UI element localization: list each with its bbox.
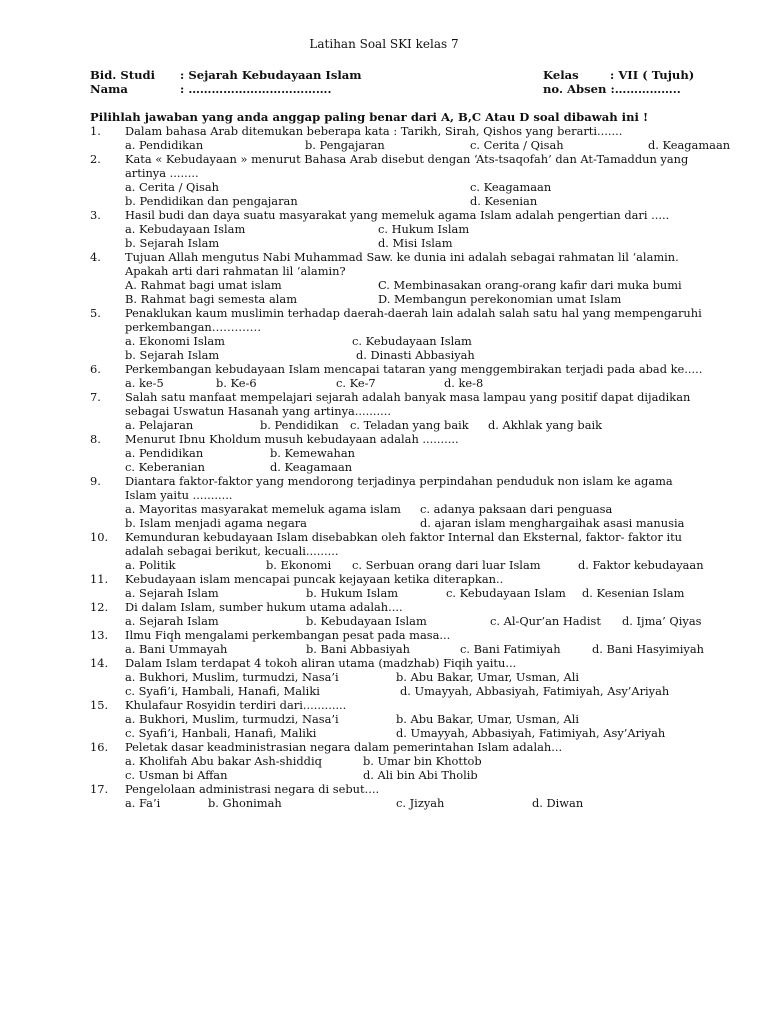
option-d: d. Keagamaan: [648, 138, 731, 152]
option-d: d. Umayyah, Abbasiyah, Fatimiyah, Asy’Ariyah: [396, 726, 666, 740]
option-b: b. Ekonomi: [266, 558, 332, 572]
option-d: d. Kesenian Islam: [582, 586, 685, 600]
option-d: d. ajaran islam menghargaihak asasi manusia: [420, 516, 685, 530]
option-a: a. Mayoritas masyarakat memeluk agama islam: [125, 502, 401, 516]
bidstudi-value: : Sejarah Kebudayaan Islam: [180, 68, 362, 82]
question-stem: Peletak dasar keadministrasian negara dalam pemerintahan Islam adalah...: [125, 740, 563, 754]
option-d: d. Faktor kebudayaan: [578, 558, 704, 572]
option-b: b. Hukum Islam: [306, 586, 399, 600]
instruction-text: Pilihlah jawaban yang anda anggap paling benar dari A, B,C Atau D soal dibawah ini !: [90, 110, 649, 124]
option-a: a. Kebudayaan Islam: [125, 222, 246, 236]
option-c: c. Ke-7: [336, 376, 376, 390]
option-a: a. ke-5: [125, 376, 164, 390]
nama-label: Nama: [90, 82, 128, 96]
question-number: 5.: [90, 306, 101, 320]
option-c: c. Keberanian: [125, 460, 205, 474]
option-c: c. Hukum Islam: [378, 222, 470, 236]
nama-value: : ……………………………….: [180, 82, 332, 96]
question-number: 11.: [90, 572, 109, 586]
question-number: 4.: [90, 250, 101, 264]
option-b: b. Islam menjadi agama negara: [125, 516, 307, 530]
option-a: a. Cerita / Qisah: [125, 180, 219, 194]
page-title: Latihan Soal SKI kelas 7: [309, 37, 459, 51]
option-a: a. Pendidikan: [125, 138, 204, 152]
question-stem: Kemunduran kebudayaan Islam disebabkan oleh faktor Internal dan Eksternal, faktor- faktor itu adalah sebagai berikut, kecuali.........: [125, 530, 683, 558]
option-a: a. Pendidikan: [125, 446, 204, 460]
option-b: b. Kebudayaan Islam: [306, 614, 427, 628]
question-stem: Khulafaur Rosyidin terdiri dari............: [125, 698, 347, 712]
question-number: 15.: [90, 698, 109, 712]
option-b: b. Abu Bakar, Umar, Usman, Ali: [396, 712, 580, 726]
question-number: 6.: [90, 362, 101, 376]
option-c: c. adanya paksaan dari penguasa: [420, 502, 613, 516]
option-d: d. Keagamaan: [270, 460, 353, 474]
option-c: c. Teladan yang baik: [350, 418, 469, 432]
question-stem: Kebudayaan islam mencapai puncak kejayaan ketika diterapkan..: [125, 572, 504, 586]
question-number: 1.: [90, 124, 101, 138]
option-b: b. Ghonimah: [208, 796, 282, 810]
question-stem: Kata « Kebudayaan » menurut Bahasa Arab disebut dengan ‘Ats-tsaqofah’ dan At-Tamaddun yang artinya ........: [125, 152, 689, 180]
kelas-label: Kelas: [543, 68, 579, 82]
option-b: b. Sejarah Islam: [125, 236, 220, 250]
option-c: c. Usman bi Affan: [125, 768, 228, 782]
option-a: A. Rahmat bagi umat islam: [125, 278, 282, 292]
question-number: 7.: [90, 390, 101, 404]
option-d: d. Umayyah, Abbasiyah, Fatimiyah, Asy’Ariyah: [400, 684, 670, 698]
option-b: b. Bani Abbasiyah: [306, 642, 410, 656]
option-b: b. Ke-6: [216, 376, 257, 390]
question-stem: Salah satu manfaat mempelajari sejarah adalah banyak masa lampau yang positif dapat dijadikan sebagai Uswatun Hasanah yang artinya..........: [125, 390, 691, 418]
option-a: a. Bani Ummayah: [125, 642, 228, 656]
kelas-value: : VII ( Tujuh): [610, 68, 695, 82]
option-c: c. Keagamaan: [470, 180, 552, 194]
option-d: d. Dinasti Abbasiyah: [356, 348, 475, 362]
question-stem: Perkembangan kebudayaan Islam mencapai tataran yang menggembirakan terjadi pada abad ke.....: [125, 362, 703, 376]
option-a: a. Ekonomi Islam: [125, 334, 225, 348]
option-d: d. Ali bin Abi Tholib: [363, 768, 478, 782]
bidstudi-label: Bid. Studi: [90, 68, 156, 82]
question-stem: Menurut Ibnu Kholdum musuh kebudayaan adalah ..........: [125, 432, 459, 446]
question-number: 16.: [90, 740, 109, 754]
question-stem: Penaklukan kaum muslimin terhadap daerah-daerah lain adalah salah satu hal yang mempengaruhi perkembangan………….: [125, 306, 702, 334]
option-d: d. Ijma’ Qiyas: [622, 614, 702, 628]
question-stem: Pengelolaan administrasi negara di sebut....: [125, 782, 380, 796]
option-b: B. Rahmat bagi semesta alam: [125, 292, 297, 306]
option-a: a. Fa’i: [125, 796, 161, 810]
option-c: c. Al-Qur’an Hadist: [490, 614, 601, 628]
question-stem: Hasil budi dan daya suatu masyarakat yang memeluk agama Islam adalah pengertian dari .....: [125, 208, 670, 222]
option-c: c. Kebudayaan Islam: [352, 334, 472, 348]
option-a: a. Pelajaran: [125, 418, 194, 432]
option-d: d. Kesenian: [470, 194, 538, 208]
option-c: c. Syafi’i, Hanbali, Hanafi, Maliki: [125, 726, 317, 740]
option-c: c. Bani Fatimiyah: [460, 642, 561, 656]
option-b: b. Pengajaran: [305, 138, 385, 152]
absen-label: no. Absen :……………..: [543, 82, 681, 96]
question-stem: Tujuan Allah mengutus Nabi Muhammad Saw. ke dunia ini adalah sebagai rahmatan lil ‘alamin. Apakah arti dari rahmatan lil ‘alamin?: [125, 250, 679, 278]
option-c: c. Syafi’i, Hambali, Hanafi, Maliki: [125, 684, 320, 698]
question-number: 17.: [90, 782, 109, 796]
question-number: 9.: [90, 474, 101, 488]
option-b: b. Sejarah Islam: [125, 348, 220, 362]
option-b: b. Pendidikan: [260, 418, 339, 432]
question-stem: Dalam bahasa Arab ditemukan beberapa kata : Tarikh, Sirah, Qishos yang berarti.......: [125, 124, 623, 138]
option-d: d. ke-8: [444, 376, 484, 390]
option-b: b. Kemewahan: [270, 446, 356, 460]
question-stem: Diantara faktor-faktor yang mendorong terjadinya perpindahan penduduk non islam ke agama Islam yaitu ...........: [125, 474, 673, 502]
option-a: a. Bukhori, Muslim, turmudzi, Nasa’i: [125, 712, 339, 726]
option-c: c. Jizyah: [396, 796, 445, 810]
option-c: C. Membinasakan orang-orang kafir dari muka bumi: [378, 278, 682, 292]
question-number: 2.: [90, 152, 101, 166]
option-b: b. Umar bin Khottob: [363, 754, 482, 768]
option-c: c. Kebudayaan Islam: [446, 586, 566, 600]
question-stem: Ilmu Fiqh mengalami perkembangan pesat pada masa...: [125, 628, 451, 642]
option-d: d. Misi Islam: [378, 236, 453, 250]
option-a: a. Politik: [125, 558, 176, 572]
option-d: D. Membangun perekonomian umat Islam: [378, 292, 622, 306]
option-a: a. Kholifah Abu bakar Ash-shiddiq: [125, 754, 322, 768]
option-a: a. Sejarah Islam: [125, 614, 219, 628]
question-number: 13.: [90, 628, 109, 642]
option-b: b. Abu Bakar, Umar, Usman, Ali: [396, 670, 580, 684]
option-b: b. Pendidikan dan pengajaran: [125, 194, 298, 208]
option-a: a. Sejarah Islam: [125, 586, 219, 600]
question-number: 12.: [90, 600, 109, 614]
question-number: 8.: [90, 432, 101, 446]
option-d: d. Diwan: [532, 796, 584, 810]
question-number: 3.: [90, 208, 101, 222]
option-c: c. Serbuan orang dari luar Islam: [352, 558, 541, 572]
question-stem: Di dalam Islam, sumber hukum utama adalah....: [125, 600, 403, 614]
option-c: c. Cerita / Qisah: [470, 138, 564, 152]
question-number: 14.: [90, 656, 109, 670]
option-d: d. Bani Hasyimiyah: [592, 642, 704, 656]
option-a: a. Bukhori, Muslim, turmudzi, Nasa’i: [125, 670, 339, 684]
question-stem: Dalam Islam terdapat 4 tokoh aliran utama (madzhab) Fiqih yaitu...: [125, 656, 517, 670]
question-number: 10.: [90, 530, 109, 544]
option-d: d. Akhlak yang baik: [488, 418, 603, 432]
